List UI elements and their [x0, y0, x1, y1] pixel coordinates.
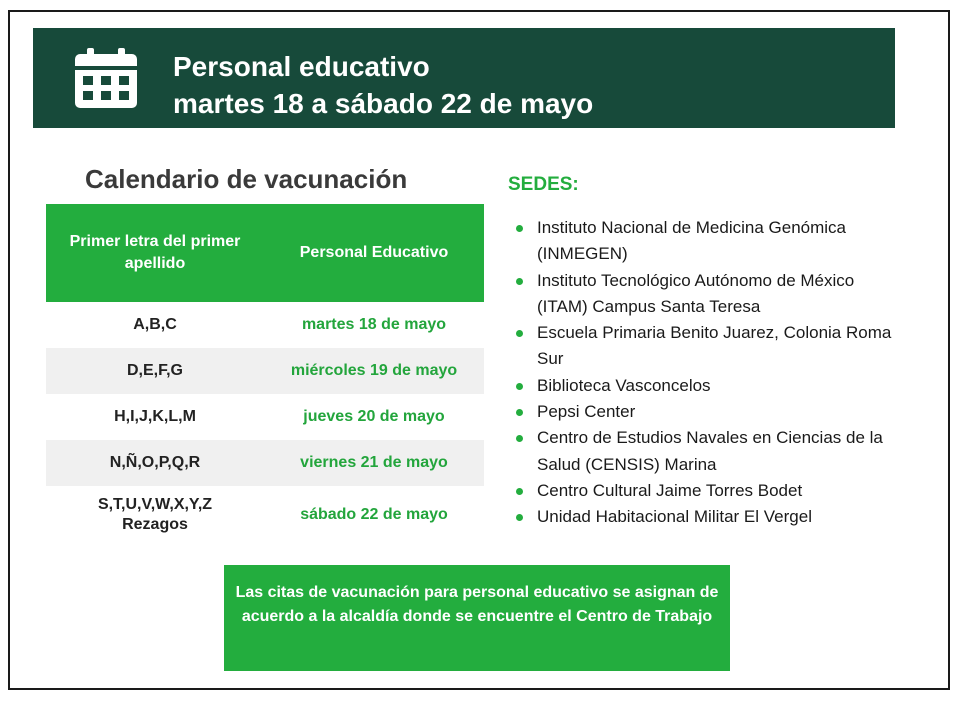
- list-item: [512, 425, 902, 478]
- sede-label: Biblioteca Vasconcelos: [537, 375, 711, 395]
- date-cell: jueves 20 de mayo: [303, 408, 445, 425]
- date-cell: martes 18 de mayo: [301, 316, 447, 333]
- list-item: [512, 399, 902, 425]
- column-header-date: Personal Educativo: [299, 244, 449, 261]
- letters-cell: [46, 495, 264, 535]
- sede-label: Pepsi Center: [537, 402, 636, 422]
- list-item: [512, 373, 902, 399]
- bullet-icon: [516, 330, 523, 337]
- list-item: [512, 268, 902, 321]
- bullet-icon: [516, 383, 523, 390]
- header-subtitle: martes 18 a sábado 22 de mayo: [173, 88, 594, 119]
- sede-label: Escuela Primaria Benito Juarez, Colonia Roma Sur: [537, 323, 892, 369]
- vaccination-table: [46, 204, 484, 544]
- table-row: [46, 394, 484, 440]
- sede-label: Instituto Nacional de Medicina Genómica (INMEGEN): [537, 218, 846, 264]
- list-item: [512, 504, 902, 530]
- letters-cell: D,E,F,G: [126, 362, 183, 379]
- list-item: [512, 215, 902, 268]
- calendar-title: Calendario de vacunación: [85, 164, 408, 194]
- bullet-icon: [516, 225, 523, 232]
- table-row: [46, 348, 484, 394]
- bullet-icon: [516, 514, 523, 521]
- letters-cell: H,I,J,K,L,M: [114, 408, 196, 425]
- header-banner: [33, 28, 895, 128]
- appointment-note: Las citas de vacunación para personal educativo se asignan de acuerdo a la alcaldía donde se encuentre el Centro de Trabajo: [224, 565, 730, 671]
- column-header-letter: Primer letra del primer apellido: [69, 233, 241, 272]
- table-row: [46, 302, 484, 348]
- sedes-title: SEDES:: [508, 174, 579, 195]
- table-row: [46, 440, 484, 486]
- date-cell: sábado 22 de mayo: [300, 506, 448, 523]
- bullet-icon: [516, 435, 523, 442]
- table-row: [46, 486, 484, 544]
- letters-cell: A,B,C: [133, 316, 177, 333]
- date-cell: viernes 21 de mayo: [300, 454, 448, 471]
- sede-label: Centro de Estudios Navales en Ciencias de la Salud (CENSIS) Marina: [537, 428, 883, 474]
- sede-label: Instituto Tecnológico Autónomo de México (ITAM) Campus Santa Teresa: [537, 270, 855, 316]
- bullet-icon: [516, 488, 523, 495]
- sede-label: Unidad Habitacional Militar El Vergel: [537, 507, 812, 527]
- list-item: [512, 320, 902, 373]
- date-cell: miércoles 19 de mayo: [290, 362, 458, 379]
- letters-extra-text: Rezagos: [122, 516, 188, 533]
- table-header: [46, 204, 484, 302]
- sede-label: Centro Cultural Jaime Torres Bodet: [537, 480, 803, 500]
- sedes-list: [512, 215, 902, 531]
- header-title: Personal educativo: [173, 51, 430, 82]
- bullet-icon: [516, 409, 523, 416]
- calendar-icon: [73, 48, 139, 110]
- letters-cell: N,Ñ,O,P,Q,R: [109, 454, 201, 471]
- bullet-icon: [516, 278, 523, 285]
- list-item: [512, 478, 902, 504]
- letters-text: S,T,U,V,W,X,Y,Z: [97, 496, 213, 513]
